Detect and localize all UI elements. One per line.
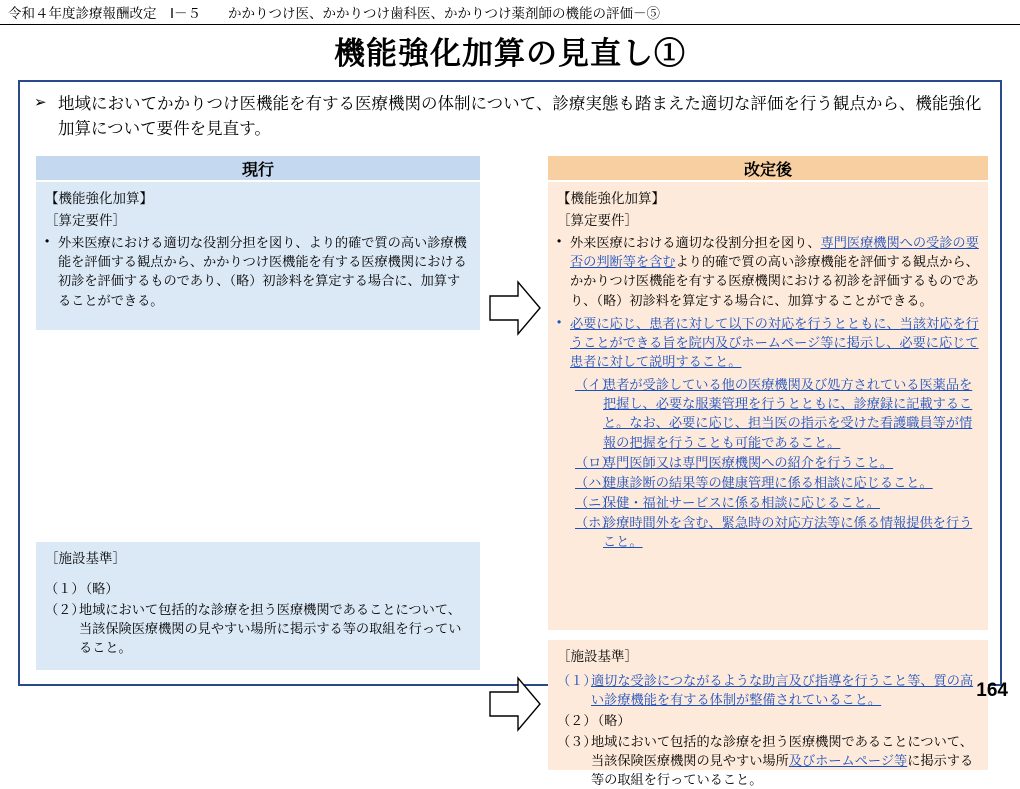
lead-text: 地域においてかかりつけ医機能を有する医療機関の体制について、診療実態も踏まえた適切な評価を行う観点から、機能強化加算について要件を見直す。 [58, 95, 982, 138]
current-bottom-item-1-mark: （１） [45, 580, 85, 596]
revised-sub-item-i [575, 375, 979, 452]
revised-item3-underline: 及びホームページ等 [788, 753, 908, 769]
revised-top-bullet-1 [557, 233, 979, 310]
revised-sub-item-ro-mark: （ロ） [575, 454, 615, 470]
column-header-revised [548, 156, 988, 180]
revised-bottom-item-2 [557, 711, 979, 730]
revised-top-bullet-1-body [570, 233, 979, 310]
revised-bullet1-part1: 外来医療における適切な役割分担を図り、 [570, 235, 821, 251]
revised-bullet1-underline: 専門医療機関への受診の要否の判断等を含む [570, 235, 979, 270]
revised-bottom-item-2-text: （略） [591, 712, 631, 728]
panel-current-facility-standards [36, 542, 480, 670]
revised-bottom-item-3-mark: （３） [557, 733, 597, 749]
bullet-icon: • [45, 234, 50, 249]
current-bottom-item-2-mark: （２） [45, 601, 85, 617]
current-bottom-item-2-text: 地域において包括的な診療を担う医療機関であることについて、当該保険医療機関の見やすい場所に掲示する等の取組を行っていること。 [79, 601, 462, 655]
revised-sub-item-i-text: 患者が受診している他の医療機関及び処方されている医薬品を把握し、必要な服薬管理を行うとともに、診療録に記載すること。なお、必要に応じ、担当医の指示を受けた看護職員等が情報の把握を行うことも可能であること。 [603, 377, 973, 450]
revised-bottom-item-3-body [591, 732, 979, 789]
revised-sub-item-ha-text: 健康診断の結果等の健康管理に係る相談に応じること。 [603, 474, 933, 490]
bullet-icon: • [557, 234, 562, 249]
revised-bottom-item-2-mark: （２） [557, 712, 597, 728]
current-top-subheading: ［算定要件］ [45, 212, 126, 228]
lead-bullet-icon: ➢ [34, 94, 47, 111]
revised-top-heading: 【機能強化加算】 [557, 191, 665, 206]
page-number: 164 [976, 680, 1008, 701]
header-title: 令和４年度診療報酬改定 Ⅰ－５ かかりつけ医、かかりつけ歯科医、かかりつけ薬剤師の機能の評価－⑤ [8, 6, 660, 21]
revised-bullet1-part2: より的確で質の高い診療機能を評価する観点から、かかりつけ医機能を有する医療機関における初診を評価するものであり、（略）初診料を算定する場合に、加算することができる。 [570, 254, 979, 308]
revised-top-bullet-2 [557, 314, 979, 371]
revised-bottom-item-1-mark: （１） [557, 672, 597, 688]
column-header-revised-label: 改定後 [743, 161, 792, 179]
revised-sub-item-ni [575, 493, 979, 512]
bullet-icon: • [557, 314, 562, 329]
revised-sub-item-i-mark: （イ） [575, 377, 615, 393]
revised-sub-item-ro-text: 専門医師又は専門医療機関への紹介を行うこと。 [603, 454, 894, 470]
page-title: 機能強化加算の見直し① [334, 35, 686, 71]
arrow-right-icon [488, 676, 542, 732]
revised-sub-item-ro [575, 453, 979, 472]
revised-sub-item-ho-mark: （ホ） [575, 515, 615, 531]
revised-sub-item-ha [575, 473, 979, 492]
revised-bottom-heading: ［施設基準］ [557, 649, 638, 664]
revised-sub-item-ho [575, 513, 979, 551]
slide-header [0, 0, 1020, 25]
panel-revised-requirements [548, 182, 988, 630]
revised-item3-part2: に掲示する等の取組を行っていること。 [591, 753, 974, 788]
arrow-right-icon [488, 280, 542, 336]
current-bottom-heading: ［施設基準］ [45, 551, 126, 566]
revised-top-bullet-2-text: 必要に応じ、患者に対して以下の対応を行うとともに、当該対応を行うことができる旨を院内及びホームページ等に掲示し、必要に応じて患者に対して説明すること。 [570, 315, 979, 369]
panel-current-requirements [36, 182, 480, 330]
column-header-current-label: 現行 [241, 161, 274, 179]
current-top-heading: 【機能強化加算】 [45, 191, 153, 206]
revised-top-subheading: ［算定要件］ [557, 212, 638, 228]
revised-item3-part1: 地域において包括的な診療を担う医療機関であることについて、当該保険医療機関の見やすい場所 [591, 733, 973, 769]
current-top-bullet [45, 233, 471, 310]
current-bottom-item-1 [45, 579, 471, 598]
revised-sub-item-ha-mark: （ハ） [575, 474, 615, 490]
lead-paragraph [34, 92, 986, 142]
revised-sub-item-ni-text: 保健・福祉サービスに係る相談に応じること。 [603, 494, 880, 510]
revised-bottom-item-1-text: 適切な受診につながるような助言及び指導を行うこと等、質の高い診療機能を有する体制が整備されていること。 [591, 672, 974, 707]
current-bottom-item-2 [45, 600, 471, 657]
revised-bottom-item-3 [557, 732, 979, 789]
title-area [0, 26, 1020, 74]
current-bottom-item-1-text: （略） [79, 580, 119, 596]
revised-sub-item-ni-mark: （ニ） [575, 494, 615, 510]
current-top-bullet-text: 外来医療における適切な役割分担を図り、より的確で質の高い診療機能を評価する観点から、かかりつけ医機能を有する医療機関における初診を評価するものであり、（略）初診料を算定する場合に、加算することができる。 [58, 235, 467, 308]
revised-sub-item-ho-text: 診療時間外を含む、緊急時の対応方法等に係る情報提供を行うこと。 [603, 515, 973, 550]
panel-revised-facility-standards [548, 640, 988, 788]
column-header-current [36, 156, 480, 180]
revised-bottom-item-1 [557, 671, 979, 709]
